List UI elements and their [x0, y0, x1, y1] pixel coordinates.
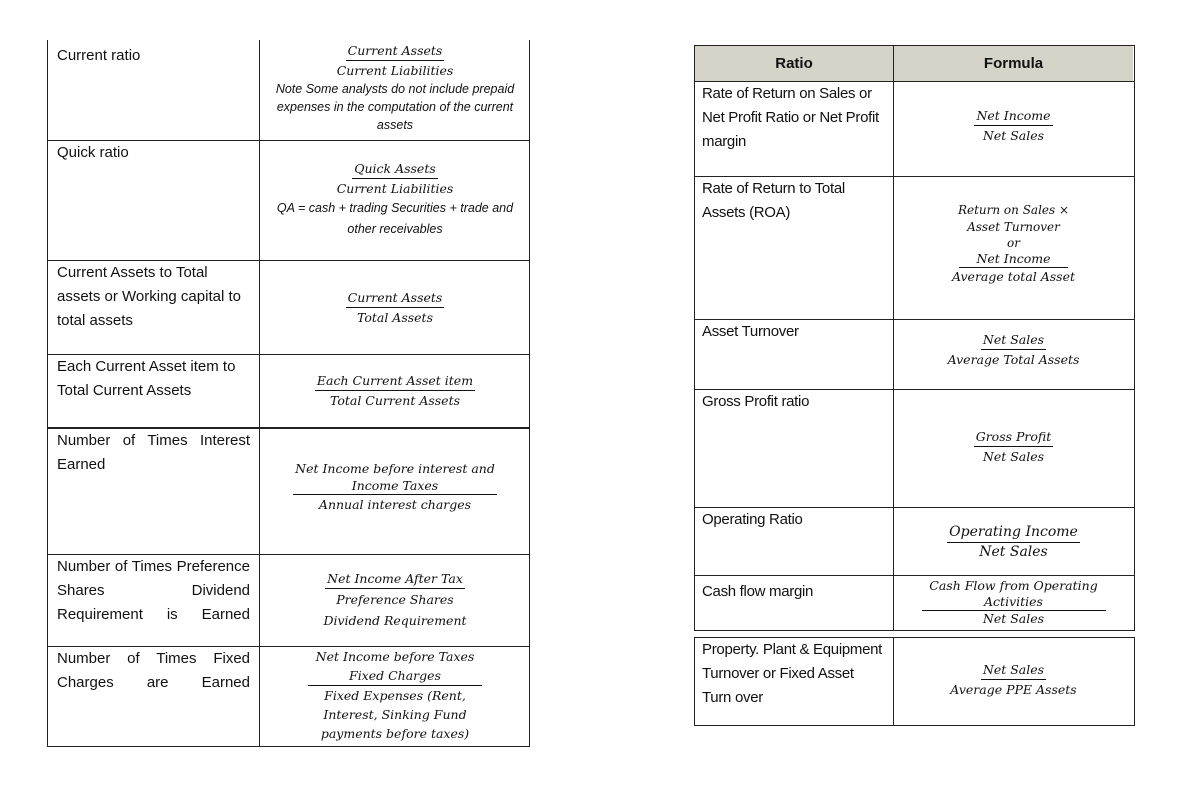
numerator: Each Current Asset item	[315, 371, 475, 391]
numerator: Cash Flow from Operating Activities	[922, 578, 1106, 611]
row-label: Number of Times Preference Shares Dividend Requirement is Earned	[48, 555, 260, 646]
row-label: Operating Ratio	[695, 508, 894, 575]
numerator: Net Income before interest and Income Taxes	[293, 460, 497, 495]
formula-cell	[894, 82, 1133, 176]
formula-fraction	[947, 523, 1080, 562]
formula-fraction	[946, 330, 1082, 369]
table-row	[694, 390, 1135, 508]
formula-cell	[894, 508, 1133, 575]
denominator: Average total Asset	[951, 269, 1076, 284]
numerator: Net Income	[959, 250, 1068, 268]
formula-cell	[894, 638, 1133, 725]
numerator: Net Income After Tax	[325, 569, 465, 589]
row-label: Property. Plant & Equipment Turnover or Fixed Asset Turn over	[695, 638, 894, 725]
table-row	[694, 508, 1135, 576]
row-label: Quick ratio	[48, 141, 260, 260]
numerator: Current Assets	[346, 288, 445, 308]
numerator: Net Income	[974, 106, 1052, 126]
numerator: Operating Income	[947, 523, 1080, 543]
formula-fraction	[950, 250, 1077, 285]
formula-fraction	[974, 427, 1054, 466]
denominator: Net Sales	[982, 128, 1045, 143]
denominator: Average Total Assets	[947, 352, 1080, 367]
table-row	[694, 177, 1135, 320]
formula-cell	[894, 390, 1133, 507]
formula-cell	[894, 576, 1133, 630]
formula-note: QA = cash + trading Securities + trade and other receivables	[276, 201, 514, 236]
formula-line: Return on Sales ×	[957, 203, 1070, 217]
denominator: Preference Shares Dividend Requirement	[323, 592, 467, 628]
row-label: Current Assets to Total assets or Working capital to total assets	[48, 261, 260, 354]
formula-fraction	[948, 660, 1078, 699]
row-label: Gross Profit ratio	[695, 390, 894, 507]
row-label: Current ratio	[48, 40, 260, 140]
denominator: Current Liabilities	[336, 63, 454, 78]
denominator: Net Sales	[982, 449, 1045, 464]
row-label: Asset Turnover	[695, 320, 894, 389]
row-label: Rate of Return to Total Assets (ROA)	[695, 177, 894, 319]
row-label: Rate of Return on Sales or Net Profit Ratio or Net Profit margin	[695, 82, 894, 176]
denominator: Total Current Assets	[329, 393, 461, 408]
table-row	[694, 576, 1135, 631]
table-row	[694, 320, 1135, 390]
table-row	[694, 82, 1135, 177]
numerator: Quick Assets	[352, 159, 438, 179]
header-formula: Formula	[894, 46, 1133, 81]
row-label: Cash flow margin	[695, 576, 894, 630]
table-header	[694, 45, 1135, 82]
formula-line: Asset Turnover	[967, 220, 1060, 234]
denominator: Net Sales	[979, 544, 1048, 560]
denominator: Annual interest charges	[318, 497, 472, 512]
denominator: Average PPE Assets	[950, 682, 1077, 697]
denominator: Current Liabilities	[336, 181, 454, 196]
numerator: Net Sales	[981, 660, 1046, 680]
formula-cell	[894, 320, 1133, 389]
denominator: Net Sales	[982, 611, 1045, 626]
numerator: Gross Profit	[974, 427, 1054, 447]
numerator: Net Income before Taxes Fixed Charges	[308, 647, 482, 686]
denominator: Total Assets	[356, 310, 434, 325]
header-ratio: Ratio	[695, 46, 894, 81]
formula-fraction	[922, 578, 1106, 627]
or-text: or	[1007, 236, 1020, 250]
row-label: Each Current Asset item to Total Current Assets	[48, 355, 260, 427]
formula-fraction	[974, 106, 1052, 145]
table-row	[694, 637, 1135, 726]
numerator: Net Sales	[981, 330, 1046, 350]
denominator: Fixed Expenses (Rent, Interest, Sinking Fund payments before taxes)	[320, 688, 470, 741]
row-label: Number of Times Fixed Charges are Earned	[48, 647, 260, 746]
row-label: Number of Times Interest Earned	[48, 429, 260, 554]
numerator: Current Assets	[346, 41, 445, 61]
formula-note: Note Some analysts do not include prepaid expenses in the computation of the current assets	[275, 82, 515, 132]
formula-cell	[894, 177, 1133, 319]
